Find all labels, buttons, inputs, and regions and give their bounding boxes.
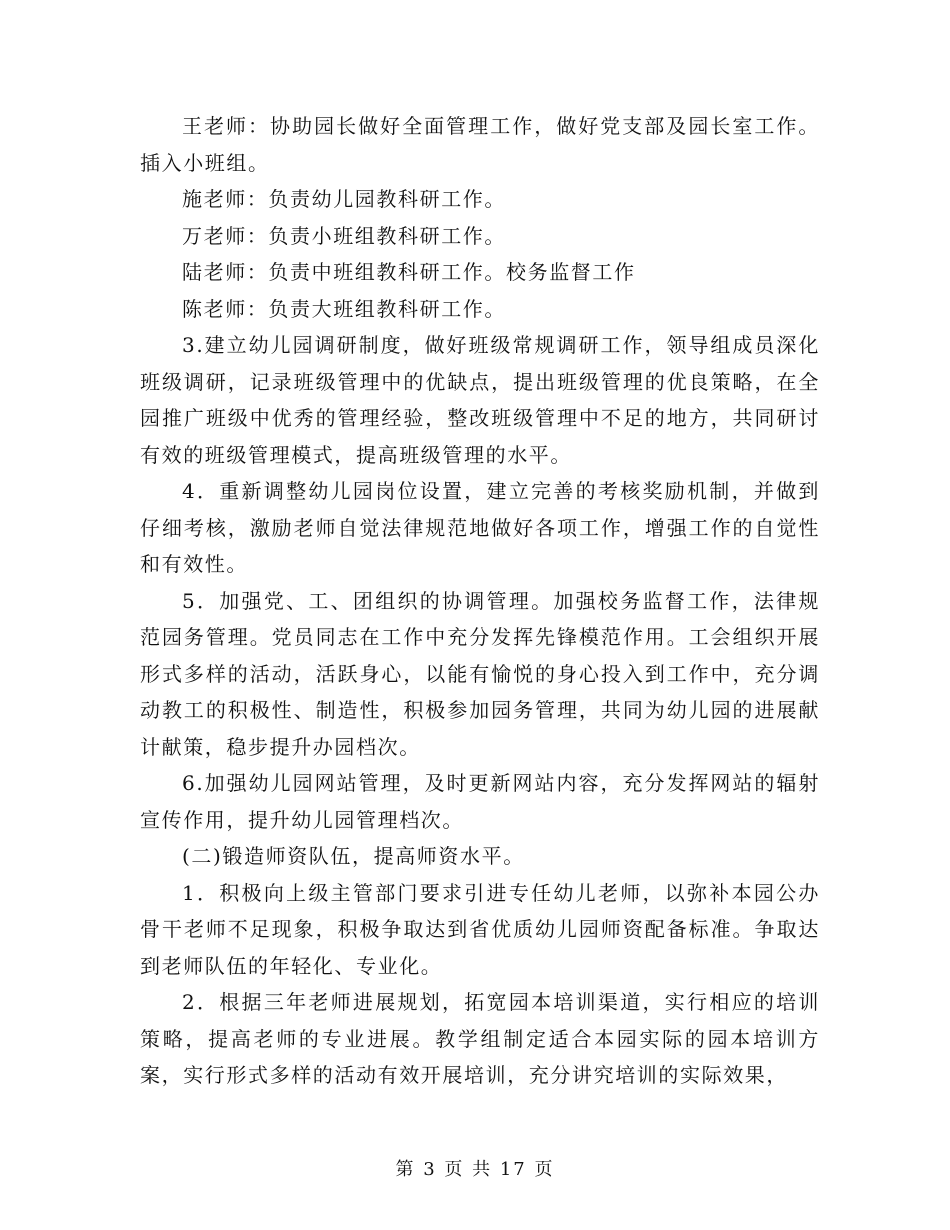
paragraph-sub-item-1: 1．积极向上级主管部门要求引进专任幼儿老师，以弥补本园公办骨干老师不足现象，积极争取达到省优质幼儿园师资配备标准。争取达到老师队伍的年轻化、专业化。 xyxy=(140,880,820,978)
paragraph-item-6: 6.加强幼儿园网站管理，及时更新网站内容，充分发挥网站的辐射宣传作用，提升幼儿园管理档次。 xyxy=(140,771,820,832)
paragraph-shi: 施老师：负责幼儿园教科研工作。 xyxy=(182,187,506,211)
section-heading-2: (二)锻造师资队伍，提高师资水平。 xyxy=(182,844,525,868)
paragraph-lu: 陆老师：负责中班组教科研工作。校务监督工作 xyxy=(182,260,636,284)
paragraph-sub-item-2: 2．根据三年老师进展规划，拓宽园本培训渠道，实行相应的培训策略，提高老师的专业进展。教学组制定适合本园实际的园本培训方案，实行形式多样的活动有效开展培训，充分讲究培训的实际效果， xyxy=(140,990,820,1087)
paragraph-chen: 陈老师：负责大班组教科研工作。 xyxy=(182,296,506,321)
document-body xyxy=(140,108,820,1094)
paragraph-wan: 万老师：负责小班组教科研工作。 xyxy=(182,223,506,248)
paragraph-item-3: 3.建立幼儿园调研制度，做好班级常规调研工作，领导组成员深化班级调研，记录班级管理中的优缺点，提出班级管理的优良策略，在全园推广班级中优秀的管理经验，整改班级管理中不足的地方，共同研讨有效的班级管理模式，提高班级管理的水平。 xyxy=(140,333,820,467)
paragraph-item-5: 5．加强党、工、团组织的协调管理。加强校务监督工作，法律规范园务管理。党员同志在工作中充分发挥先锋模范作用。工会组织开展形式多样的活动，活跃身心，以能有愉悦的身心投入到工作中，充分调动教工的积极性、制造性，积极参加园务管理，共同为幼儿园的进展献计献策，稳步提升办园档次。 xyxy=(140,588,820,759)
paragraph-item-4: 4．重新调整幼儿园岗位设置，建立完善的考核奖励机制，并做到仔细考核，激励老师自觉法律规范地做好各项工作，增强工作的自觉性和有效性。 xyxy=(140,479,820,576)
page-number-footer: 第 3 页 共 17 页 xyxy=(395,1159,555,1180)
paragraph-wang: 王老师：协助园长做好全面管理工作，做好党支部及园长室工作。插入小班组。 xyxy=(140,114,820,175)
